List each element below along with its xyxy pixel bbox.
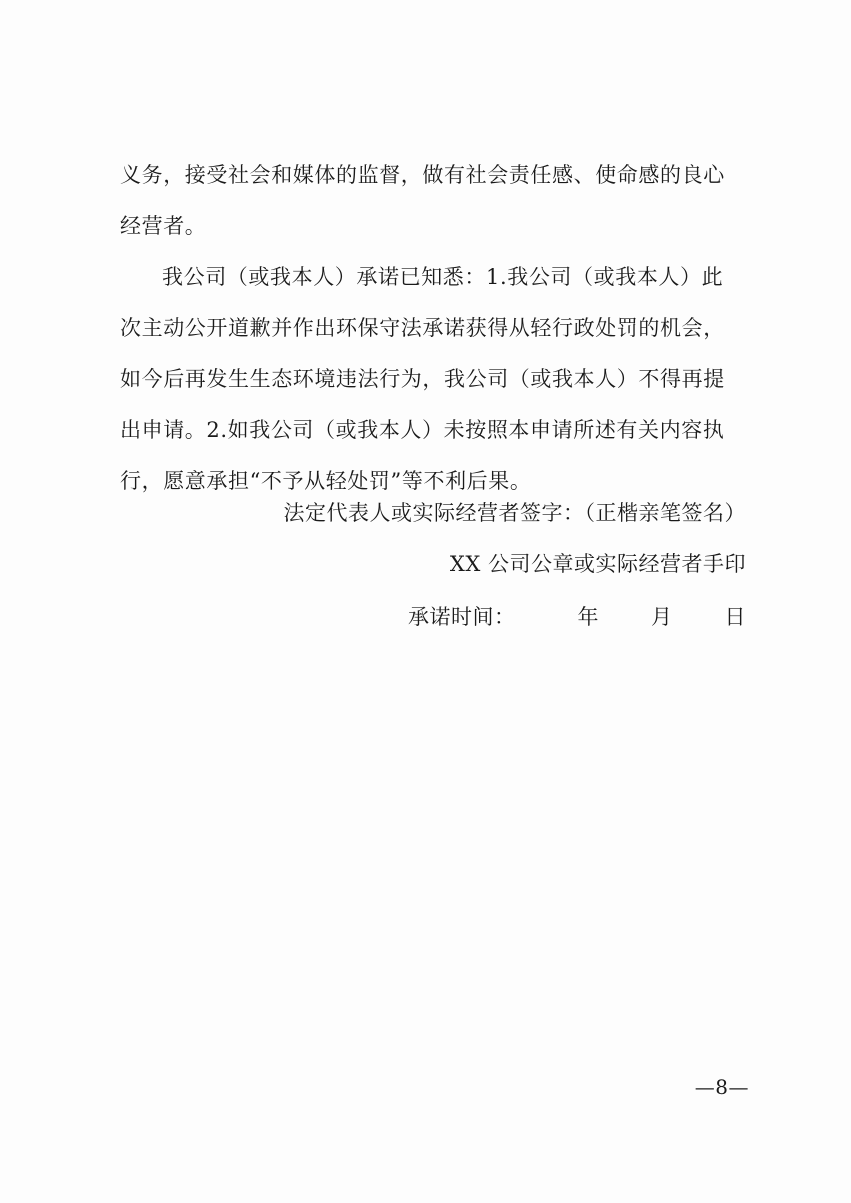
paragraph-line: 我公司（或我本人）承诺已知悉：1.我公司（或我本人）此 <box>162 265 724 289</box>
year-unit: 年 <box>577 605 599 629</box>
representative-signature-label: 法定代表人或实际经营者签字：（正楷亲笔签名） <box>283 501 746 525</box>
paragraph-line: 如今后再发生生态环境违法行为，我公司（或我本人）不得再提 <box>120 367 725 391</box>
paragraph-line: 出申请。2.如我公司（或我本人）未按照本申请所述有关内容执 <box>120 418 725 442</box>
paragraph-line: 义务，接受社会和媒体的监督，做有社会责任感、使命感的良心 <box>120 163 725 187</box>
commitment-date <box>408 601 746 631</box>
body-text <box>120 150 746 507</box>
page-number: —8— <box>694 1075 749 1099</box>
month-unit: 月 <box>651 605 673 629</box>
company-seal-label: XX 公司公章或实际经营者手印 <box>449 552 746 576</box>
date-label: 承诺时间： <box>408 605 516 629</box>
paragraph-line: 行，愿意承担“不予从轻处罚”等不利后果。 <box>120 469 532 493</box>
paragraph-line: 次主动公开道歉并作出环保守法承诺获得从轻行政处罚的机会， <box>120 316 725 340</box>
day-unit: 日 <box>724 605 746 629</box>
paragraph-line: 经营者。 <box>120 214 207 238</box>
